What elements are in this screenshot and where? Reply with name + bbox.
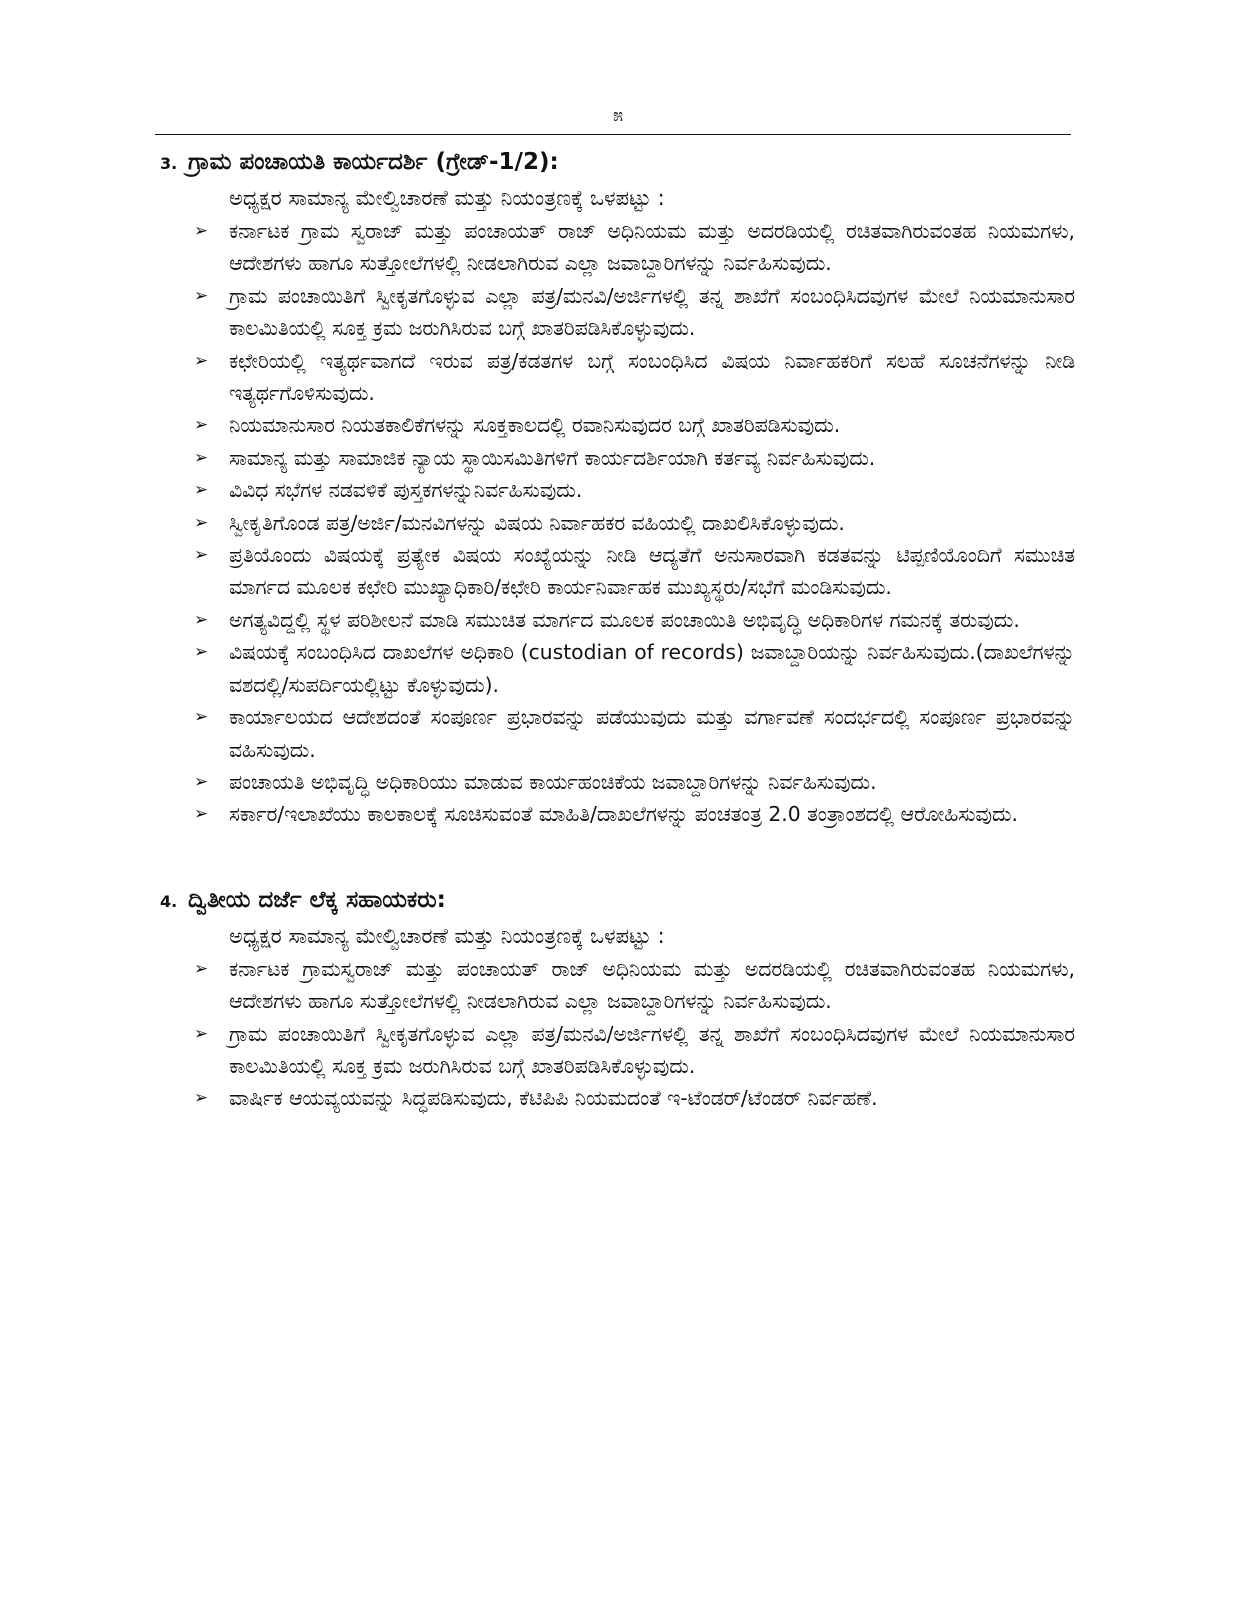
arrowhead-bullet-icon: ➢ — [194, 804, 209, 825]
duty-text: ಅಗತ್ಯವಿದ್ದಲ್ಲಿ ಸ್ಥಳ ಪರಿಶೀಲನೆ ಮಾಡಿ ಸಮುಚಿತ ಮಾರ್ಗದ ಮೂಲಕ ಪಂಚಾಯಿತಿ ಅಭಿವೃದ್ಧಿ ಅಧಿಕಾರಿಗಳ ಗಮನಕ್ಕೆ ತರುವುದು. — [229, 607, 1020, 632]
duty-list — [160, 953, 1075, 1115]
list-item — [160, 766, 1075, 798]
list-item — [160, 409, 1075, 441]
arrowhead-bullet-icon: ➢ — [194, 771, 209, 792]
arrowhead-bullet-icon: ➢ — [194, 480, 209, 501]
page-number: ೫ — [612, 105, 624, 126]
duty-text: ಕರ್ನಾಟಕ ಗ್ರಾಮ ಸ್ವರಾಜ್ ಮತ್ತು ಪಂಚಾಯತ್ ರಾಜ್ ಅಧಿನಿಯಮ ಮತ್ತು ಅದರಡಿಯಲ್ಲಿ ರಚಿತವಾಗಿರುವಂತಹ ನಿಯಮಗಳು, ಆದೇಶಗಳು ಹಾಗೂ ಸುತ್ತೋಲೆಗಳಲ್ಲಿ ನೀಡಲಾಗಿರುವ ಎಲ್ಲಾ ಜವಾಬ್ದಾರಿಗಳನ್ನು ನಿರ್ವಹಿಸುವುದು. — [229, 219, 1075, 276]
duty-text: ವಿಷಯಕ್ಕೆ ಸಂಬಂಧಿಸಿದ ದಾಖಲೆಗಳ ಅಧಿಕಾರಿ (custodian of records) ಜವಾಬ್ದಾರಿಯನ್ನು ನಿರ್ವಹಿಸುವುದು.(ದಾಖಲೆಗಳನ್ನು ವಶದಲ್ಲಿ/ಸುಪರ್ದಿಯಲ್ಲಿಟ್ಟು ಕೊಳ್ಳುವುದು). — [229, 640, 1075, 697]
list-item — [160, 507, 1075, 539]
arrowhead-bullet-icon: ➢ — [194, 707, 209, 728]
section-2 — [160, 883, 1075, 1115]
list-item — [160, 474, 1075, 506]
duty-text: ಪಂಚಾಯತಿ ಅಭಿವೃದ್ಧಿ ಅಧಿಕಾರಿಯು ಮಾಡುವ ಕಾರ್ಯಹಂಚಿಕೆಯ ಜವಾಬ್ದಾರಿಗಳನ್ನು ನಿರ್ವಹಿಸುವುದು. — [229, 769, 877, 794]
duty-text: ಸರ್ಕಾರ/ಇಲಾಖೆಯು ಕಾಲಕಾಲಕ್ಕೆ ಸೂಚಿಸುವಂತೆ ಮಾಹಿತಿ/ದಾಖಲೆಗಳನ್ನು ಪಂಚತಂತ್ರ 2.0 ತಂತ್ರಾಂಶದಲ್ಲಿ ಆರೋಹಿಸುವುದು. — [229, 802, 1018, 827]
document-body — [0, 145, 1236, 1115]
arrowhead-bullet-icon: ➢ — [194, 415, 209, 436]
duty-text: ಗ್ರಾಮ ಪಂಚಾಯಿತಿಗೆ ಸ್ವೀಕೃತಗೊಳ್ಳುವ ಎಲ್ಲಾ ಪತ್ರ/ಮನವಿ/ಅರ್ಜಿಗಳಲ್ಲಿ ತನ್ನ ಶಾಖೆಗೆ ಸಂಬಂಧಿಸಿದವುಗಳ ಮೇಲೆ ನಿಯಮಾನುಸಾರ ಕಾಲಮಿತಿಯಲ್ಲಿ ಸೂಕ್ತ ಕ್ರಮ ಜರುಗಿಸಿರುವ ಬಗ್ಗೆ ಖಾತರಿಪಡಿಸಿಕೊಳ್ಳುವುದು. — [229, 1021, 1075, 1078]
arrowhead-bullet-icon: ➢ — [194, 285, 209, 306]
section-heading — [160, 883, 1075, 919]
arrowhead-bullet-icon: ➢ — [194, 609, 209, 630]
duty-text: ವಿವಿಧ ಸಭೆಗಳ ನಡವಳಿಕೆ ಪುಸ್ತಕಗಳನ್ನುನಿರ್ವಹಿಸುವುದು. — [229, 478, 583, 503]
duty-text: ಕಛೇರಿಯಲ್ಲಿ ಇತ್ಯರ್ಥವಾಗದೆ ಇರುವ ಪತ್ರ/ಕಡತಗಳ ಬಗ್ಗೆ ಸಂಬಂಧಿಸಿದ ವಿಷಯ ನಿರ್ವಾಹಕರಿಗೆ ಸಲಹೆ ಸೂಚನೆಗಳನ್ನು ನೀಡಿ ಇತ್ಯರ್ಥಗೊಳಿಸುವುದು. — [229, 348, 1075, 406]
arrowhead-bullet-icon: ➢ — [194, 642, 209, 663]
arrowhead-bullet-icon: ➢ — [194, 512, 209, 533]
arrowhead-bullet-icon: ➢ — [194, 1088, 209, 1109]
list-item — [160, 539, 1075, 604]
section-intro: ಅಧ್ಯಕ್ಷರ ಸಾಮಾನ್ಯ ಮೇಲ್ವಿಚಾರಣೆ ಮತ್ತು ನಿಯಂತ್ರಣಕ್ಕೆ ಒಳಪಟ್ಟು : — [229, 923, 665, 948]
duty-list — [160, 215, 1075, 831]
list-item — [160, 701, 1075, 766]
section-number: 4. — [160, 891, 178, 911]
section-title: ದ್ವಿತೀಯ ದರ್ಜೆ ಲೆಕ್ಕ ಸಹಾಯಕರು: — [188, 886, 446, 913]
list-item — [160, 798, 1075, 830]
duty-text: ಕಾರ್ಯಾಲಯದ ಆದೇಶದಂತೆ ಸಂಪೂರ್ಣ ಪ್ರಭಾರವನ್ನು ಪಡೆಯುವುದು ಮತ್ತು ವರ್ಗಾವಣೆ ಸಂದರ್ಭದಲ್ಲಿ ಸಂಪೂರ್ಣ ಪ್ರಭಾರವನ್ನು ವಹಿಸುವುದು. — [229, 705, 1075, 762]
duty-text: ಗ್ರಾಮ ಪಂಚಾಯಿತಿಗೆ ಸ್ವೀಕೃತಗೊಳ್ಳುವ ಎಲ್ಲಾ ಪತ್ರ/ಮನವಿ/ಅರ್ಜಿಗಳಲ್ಲಿ ತನ್ನ ಶಾಖೆಗೆ ಸಂಬಂಧಿಸಿದವುಗಳ ಮೇಲೆ ನಿಯಮಾನುಸಾರ ಕಾಲಮಿತಿಯಲ್ಲಿ ಸೂಕ್ತ ಕ್ರಮ ಜರುಗಿಸಿರುವ ಬಗ್ಗೆ ಖಾತರಿಪಡಿಸಿಕೊಳ್ಳುವುದು. — [229, 283, 1075, 341]
list-item — [160, 1082, 1075, 1114]
section-number: 3. — [160, 154, 178, 173]
section-intro: ಅಧ್ಯಕ್ಷರ ಸಾಮಾನ್ಯ ಮೇಲ್ವಿಚಾರಣೆ ಮತ್ತು ನಿಯಂತ್ರಣಕ್ಕೆ ಒಳಪಟ್ಟು : — [229, 186, 665, 210]
duty-text: ನಿಯಮಾನುಸಾರ ನಿಯತಕಾಲಿಕೆಗಳನ್ನು ಸೂಕ್ತಕಾಲದಲ್ಲಿ ರವಾನಿಸುವುದರ ಬಗ್ಗೆ ಖಾತರಿಪಡಿಸುವುದು. — [229, 413, 841, 438]
list-item — [160, 604, 1075, 636]
duty-text: ಕರ್ನಾಟಕ ಗ್ರಾಮಸ್ವರಾಜ್ ಮತ್ತು ಪಂಚಾಯತ್ ರಾಜ್ ಅಧಿನಿಯಮ ಮತ್ತು ಅದರಡಿಯಲ್ಲಿ ರಚಿತವಾಗಿರುವಂತಹ ನಿಯಮಗಳು, ಆದೇಶಗಳು ಹಾಗೂ ಸುತ್ತೋಲೆಗಳಲ್ಲಿ ನೀಡಲಾಗಿರುವ ಎಲ್ಲಾ ಜವಾಬ್ದಾರಿಗಳನ್ನು ನಿರ್ವಹಿಸುವುದು. — [229, 956, 1075, 1014]
arrowhead-bullet-icon: ➢ — [194, 350, 209, 371]
list-item — [160, 442, 1075, 474]
arrowhead-bullet-icon: ➢ — [194, 545, 209, 566]
list-item — [160, 1018, 1075, 1083]
list-item — [160, 953, 1075, 1018]
duty-text: ಸಾಮಾನ್ಯ ಮತ್ತು ಸಾಮಾಜಿಕ ನ್ಯಾಯ ಸ್ಥಾಯಿಸಮಿತಿಗಳಿಗೆ ಕಾರ್ಯದರ್ಶಿಯಾಗಿ ಕರ್ತವ್ಯ ನಿರ್ವಹಿಸುವುದು. — [229, 445, 876, 470]
list-item — [160, 215, 1075, 280]
section-heading — [160, 145, 1075, 181]
duty-text: ಸ್ವೀಕೃತಿಗೊಂಡ ಪತ್ರ/ಅರ್ಜಿ/ಮನವಿಗಳನ್ನು ವಿಷಯ ನಿರ್ವಾಹಕರ ವಹಿಯಲ್ಲಿ ದಾಖಲಿಸಿಕೊಳ್ಳುವುದು. — [229, 510, 845, 535]
arrowhead-bullet-icon: ➢ — [194, 221, 209, 241]
arrowhead-bullet-icon: ➢ — [194, 447, 209, 468]
list-item — [160, 280, 1075, 345]
duty-text: ವಾರ್ಷಿಕ ಆಯವ್ಯಯವನ್ನು ಸಿದ್ಧಪಡಿಸುವುದು, ಕೆಟಿಪಿಪಿ ನಿಯಮದಂತೆ ಇ-ಟೆಂಡರ್/ಟೆಂಡರ್ ನಿರ್ವಹಣೆ. — [229, 1086, 878, 1111]
section-1 — [160, 145, 1075, 831]
arrowhead-bullet-icon: ➢ — [194, 1023, 209, 1044]
section-title: ಗ್ರಾಮ ಪಂಚಾಯತಿ ಕಾರ್ಯದರ್ಶಿ (ಗ್ರೇಡ್-1/2): — [188, 149, 559, 175]
list-item — [160, 345, 1075, 410]
header-rule — [155, 134, 1071, 135]
arrowhead-bullet-icon: ➢ — [194, 958, 209, 979]
list-item — [160, 636, 1075, 701]
duty-text: ಪ್ರತಿಯೊಂದು ವಿಷಯಕ್ಕೆ ಪ್ರತ್ಯೇಕ ವಿಷಯ ಸಂಖ್ಯೆಯನ್ನು ನೀಡಿ ಆದ್ಯತೆಗೆ ಅನುಸಾರವಾಗಿ ಕಡತವನ್ನು ಟಿಪ್ಪಣಿಯೊಂದಿಗೆ ಸಮುಚಿತ ಮಾರ್ಗದ ಮೂಲಕ ಕಛೇರಿ ಮುಖ್ಯಾಧಿಕಾರಿ/ಕಛೇರಿ ಕಾರ್ಯನಿರ್ವಾಹಕ ಮುಖ್ಯಸ್ಥರು/ಸಭೆಗೆ ಮಂಡಿಸುವುದು. — [229, 543, 1075, 600]
